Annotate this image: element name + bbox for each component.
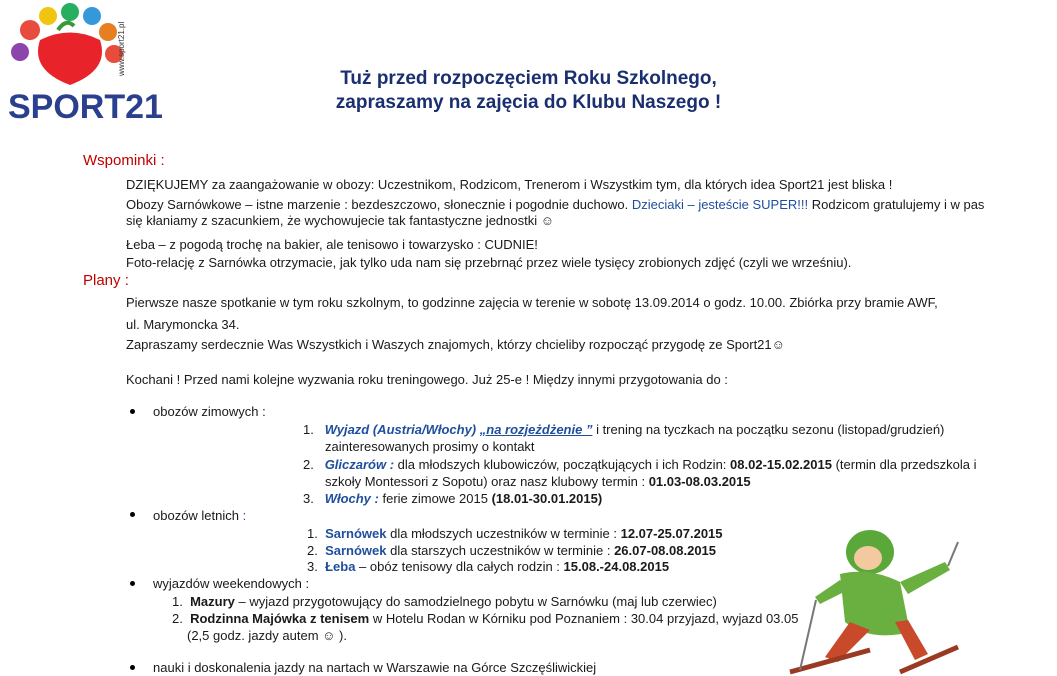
leba-text: Łeba – z pogodą trochę na bakier, ale tenisowo i towarzysko : CUDNIE! <box>126 237 538 252</box>
weekendowe-item-2: 2. Rodzinna Majówka z tenisem w Hotelu Rodan w Kórniku pod Poznaniem : 30.04 przyjazd, wyjazd 03.05 <box>172 611 799 626</box>
page-title-line2: zapraszamy na zajęcia do Klubu Naszego ! <box>335 92 722 113</box>
bullet-narty <box>130 665 135 670</box>
logo-brand-text: SPORT21 <box>8 88 163 126</box>
zimowe-label: obozów zimowych : <box>153 404 266 419</box>
letnie-item-2: 2. Sarnówek dla starszych uczestników w terminie : 26.07-08.08.2015 <box>307 543 717 558</box>
zimowe-item-2: 2. Gliczarów : dla młodszych klubowiczów, początkujących i ich Rodzin: 08.02-15.02.2015 (termin dla przedszkola i <box>303 457 977 472</box>
page-title-line1: Tuż przed rozpoczęciem Roku Szkolnego, <box>340 68 717 89</box>
foto-text: Foto-relację z Sarnówka otrzymacie, jak tylko uda nam się przebrnąć przez wiele tysięcy zrobionych zdjęć (czyli we wrześniu). <box>126 255 852 270</box>
weekendowe-label: wyjazdów weekendowych : <box>153 576 310 591</box>
logo-url-text: www.sport21.pl <box>117 21 126 76</box>
skier-illustration <box>730 522 960 676</box>
invite-text: Zapraszamy serdecznie Was Wszystkich i Waszych znajomych, którzy chcieliby rozpocząć przygodę ze Sport21☺ <box>126 337 785 352</box>
letnie-item-1: 1. Sarnówek dla młodszych uczestników w terminie : 12.07-25.07.2015 <box>307 526 723 541</box>
thanks-text: DZIĘKUJEMY za zaangażowanie w obozy: Uczestnikom, Rodzicom, Trenerom i Wszystkim tym, dla których idea Sport21 jest bliska ! <box>126 177 893 192</box>
wspominki-heading: Wspominki : <box>83 152 165 169</box>
weekendowe-item-2-line2: (2,5 godz. jazdy autem ☺ ). <box>187 628 347 643</box>
letnie-label: obozów letnich : <box>153 508 247 523</box>
zimowe-item-1: 1. Wyjazd (Austria/Włochy) „na rozjeżdżenie ” i trening na tyczkach na początku sezonu (listopad/grudzień) <box>303 422 945 437</box>
bullet-zimowe <box>130 409 135 414</box>
skier-figure <box>790 530 958 672</box>
zimowe-item-2-line2: szkoły Montessori z Sopotu) oraz nasz klubowy termin : 01.03-08.03.2015 <box>325 474 751 489</box>
bullet-weekendowe <box>130 581 135 586</box>
narty-label: nauki i doskonalenia jazdy na nartach w Warszawie na Górce Szczęśliwickiej <box>153 660 597 675</box>
sarnowka-text: Obozy Sarnówkowe – istne marzenie : bezdeszczowo, słonecznie i pogodnie duchowo. Dzieciaki – jesteście SUPER!!! Rodzicom gratulujemy i w pas <box>126 197 985 212</box>
bullet-letnie <box>130 512 135 517</box>
first-meeting-text: Pierwsze nasze spotkanie w tym roku szkolnym, to godzinne zajęcia w terenie w sobotę 13.09.2014 o godz. 10.00. Zbiórka przy bramie AWF, <box>126 295 938 310</box>
zimowe-item-1-line2: zainteresowanych prosimy o kontakt <box>325 439 535 454</box>
sarnowka-text-line2: się kłaniamy z szacunkiem, że wychowujecie tak fantastyczne jednostki ☺ <box>126 213 555 228</box>
weekendowe-item-1: 1. Mazury – wyjazd przygotowujący do samodzielnego pobytu w Sarnówku (maj lub czerwiec) <box>172 594 717 609</box>
letnie-item-3: 3. Łeba – obóz tenisowy dla całych rodzin : 15.08.-24.08.2015 <box>307 559 670 574</box>
kochani-text: Kochani ! Przed nami kolejne wyzwania roku treningowego. Już 25-e ! Między innymi przygotowania do : <box>126 372 728 387</box>
zimowe-item-3: 3. Włochy : ferie zimowe 2015 (18.01-30.01.2015) <box>303 491 603 506</box>
plany-heading: Plany : <box>83 272 129 289</box>
first-meeting-address: ul. Marymoncka 34. <box>126 317 240 332</box>
